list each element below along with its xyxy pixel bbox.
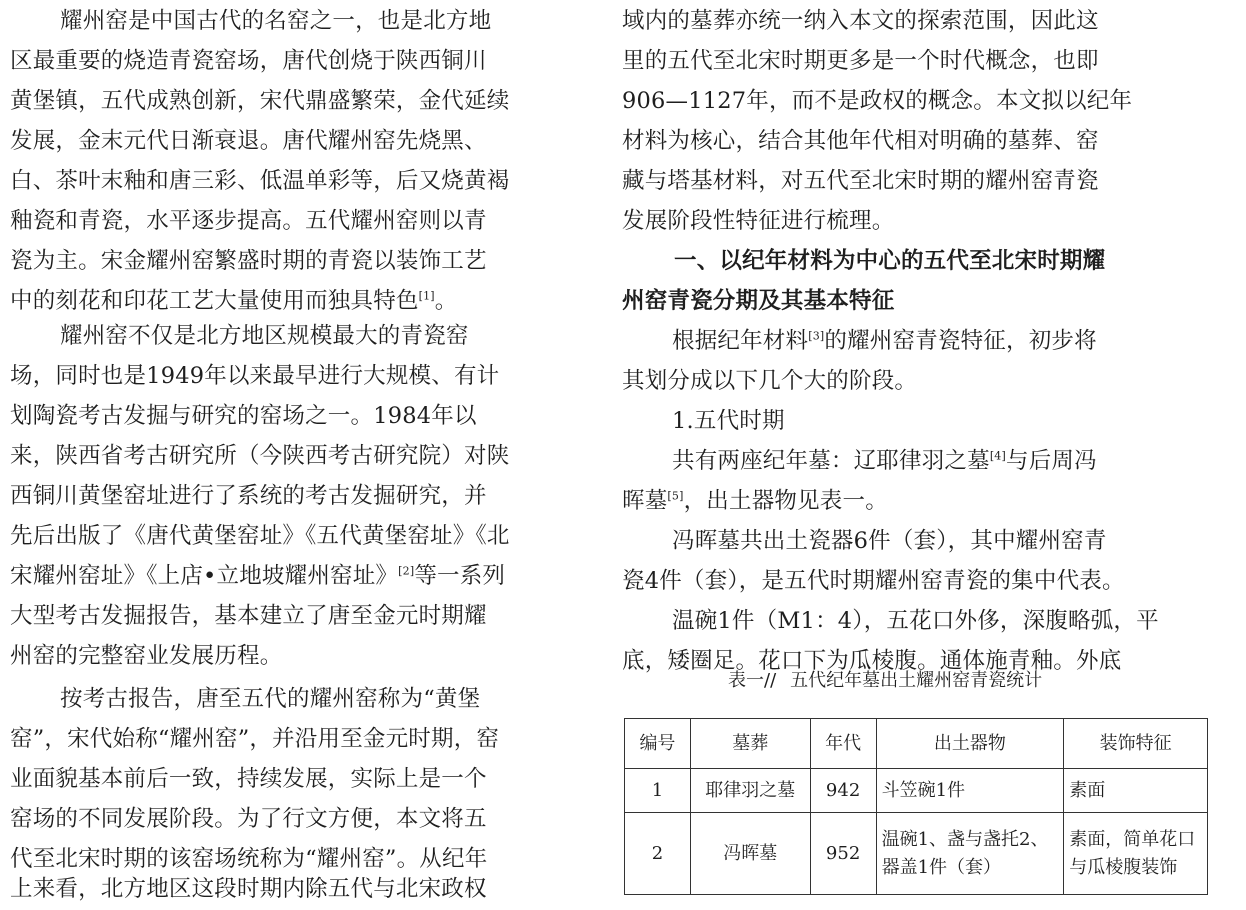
text-line: 按考古报告，唐至五代的耀州窑称为“黄堡 [60, 686, 481, 712]
table-header-cell: 编号 [625, 719, 691, 769]
cell-line: 器盖1件（套） [881, 856, 1002, 878]
table-cell-tomb: 冯晖墓 [690, 813, 810, 895]
cell-line: 与瓜棱腹装饰 [1069, 856, 1178, 878]
text-run: 共有两座纪年墓：辽耶律羽之墓 [672, 448, 990, 474]
table-cell-no: 2 [625, 813, 691, 895]
table-header-cell: 墓葬 [690, 719, 810, 769]
table-header-cell: 出土器物 [876, 719, 1064, 769]
data-table [624, 718, 1208, 895]
text-line: 区最重要的烧造青瓷窑场，唐代创烧于陕西铜川 [10, 48, 487, 74]
text-run: 晖墓 [622, 488, 668, 514]
reference-mark: [4] [989, 449, 1006, 463]
text-line: 先后出版了《唐代黄堡窑址》《五代黄堡窑址》《北 [10, 523, 510, 549]
text-line: 藏与塔基材料，对五代至北宋时期的耀州窑青瓷 [622, 168, 1099, 194]
text-line: 来，陕西省考古研究所（今陕西考古研究院）对陕 [10, 443, 510, 469]
table-header-cell: 装饰特征 [1064, 719, 1208, 769]
text-line: 发展，金末元代日渐衰退。唐代耀州窑先烧黑、 [10, 128, 487, 154]
text-line: 906—1127年，而不是政权的概念。本文拟以纪年 [622, 88, 1133, 114]
table-row [625, 813, 1208, 895]
text-line: 窑场的不同发展阶段。为了行文方便，本文将五 [10, 806, 487, 832]
table-cell-decor: 素面 [1064, 769, 1208, 813]
cell-line: 素面，简单花口 [1069, 828, 1196, 850]
text-run: 与后周冯 [1006, 448, 1097, 474]
text-line: 瓷为主。宋金耀州窑繁盛时期的青瓷以装饰工艺 [10, 248, 487, 274]
section-heading: 州窑青瓷分期及其基本特征 [622, 288, 895, 314]
text-line: 域内的墓葬亦统一纳入本文的探索范围，因此这 [622, 8, 1099, 34]
text-run: 根据纪年材料 [672, 328, 809, 354]
text-line [672, 441, 1097, 481]
text-line: 西铜川黄堡窑址进行了系统的考古发掘研究，并 [10, 483, 487, 509]
text-line: 瓷4件（套），是五代时期耀州窑青瓷的集中代表。 [622, 568, 1125, 594]
section-heading: 一、以纪年材料为中心的五代至北宋时期耀 [674, 248, 1106, 274]
table-caption [728, 666, 1042, 696]
table-row [625, 769, 1208, 813]
cell-line: 温碗1、盏与盏托2、 [881, 828, 1049, 850]
table-caption-text: 五代纪年墓出土耀州窑青瓷统计 [790, 670, 1043, 691]
reference-mark: [1] [418, 289, 435, 303]
text-line: 州窑的完整窑业发展历程。 [10, 643, 283, 669]
text-line: 耀州窑是中国古代的名窑之一，也是北方地 [60, 8, 492, 34]
text-line: 底，矮圈足。花口下为瓜棱腹。通体施青釉。外底 [622, 648, 1122, 674]
table-cell-year: 952 [810, 813, 876, 895]
text-line: 冯晖墓共出土瓷器6件（套），其中耀州窑青 [672, 528, 1107, 554]
text-line: 釉瓷和青瓷，水平逐步提高。五代耀州窑则以青 [10, 208, 487, 234]
table-cell-items: 斗笠碗1件 [876, 769, 1064, 813]
table-cell-no: 1 [625, 769, 691, 813]
table-header-cell: 年代 [810, 719, 876, 769]
text-line: 其划分成以下几个大的阶段。 [622, 368, 918, 394]
reference-mark: [3] [808, 329, 825, 343]
text-run: 等一系列 [414, 563, 506, 589]
table-caption-mark: 表一// [728, 670, 777, 691]
text-run: 中的刻花和印花工艺大量使用而独具特色 [10, 288, 419, 314]
text-line: 划陶瓷考古发掘与研究的窑场之一。1984年以 [10, 403, 477, 429]
table-header-row [625, 719, 1208, 769]
table-cell-items [876, 813, 1064, 895]
text-line [622, 481, 888, 521]
text-line: 温碗1件（M1：4），五花口外侈，深腹略弧，平 [672, 608, 1159, 634]
reference-mark: [5] [667, 489, 684, 503]
table-cell-tomb: 耶律羽之墓 [690, 769, 810, 813]
text-line [10, 281, 458, 321]
text-line: 白、茶叶末釉和唐三彩、低温单彩等，后又烧黄褐 [10, 168, 510, 194]
text-line: 耀州窑不仅是北方地区规模最大的青瓷窑 [60, 323, 469, 349]
reference-mark: [2] [398, 564, 415, 578]
text-line: 上来看，北方地区这段时期内除五代与北宋政权 [10, 876, 487, 902]
subsection-heading: 1.五代时期 [672, 408, 785, 434]
text-line: 场，同时也是1949年以来最早进行大规模、有计 [10, 363, 500, 389]
text-line: 里的五代至北宋时期更多是一个时代概念，也即 [622, 48, 1099, 74]
text-run: 。 [434, 288, 458, 314]
text-line: 发展阶段性特征进行梳理。 [622, 208, 895, 234]
text-line: 大型考古发掘报告，基本建立了唐至金元时期耀 [10, 603, 487, 629]
table-cell-decor [1064, 813, 1208, 895]
text-run: 的耀州窑青瓷特征，初步将 [824, 328, 1097, 354]
text-line: 窑”，宋代始称“耀州窑”，并沿用至金元时期，窑 [10, 726, 500, 752]
table-cell-year: 942 [810, 769, 876, 813]
text-line: 黄堡镇，五代成熟创新，宋代鼎盛繁荣，金代延续 [10, 88, 510, 114]
text-line [672, 321, 1097, 361]
text-run: 宋耀州窑址》《上店•立地坡耀州窑址》 [10, 563, 399, 589]
text-line: 代至北宋时期的该窑场统称为“耀州窑”。从纪年 [10, 846, 488, 872]
text-line [10, 556, 505, 596]
text-run: ，出土器物见表一。 [683, 488, 888, 514]
text-line: 材料为核心，结合其他年代相对明确的墓葬、窑 [622, 128, 1099, 154]
text-line: 业面貌基本前后一致，持续发展，实际上是一个 [10, 766, 487, 792]
